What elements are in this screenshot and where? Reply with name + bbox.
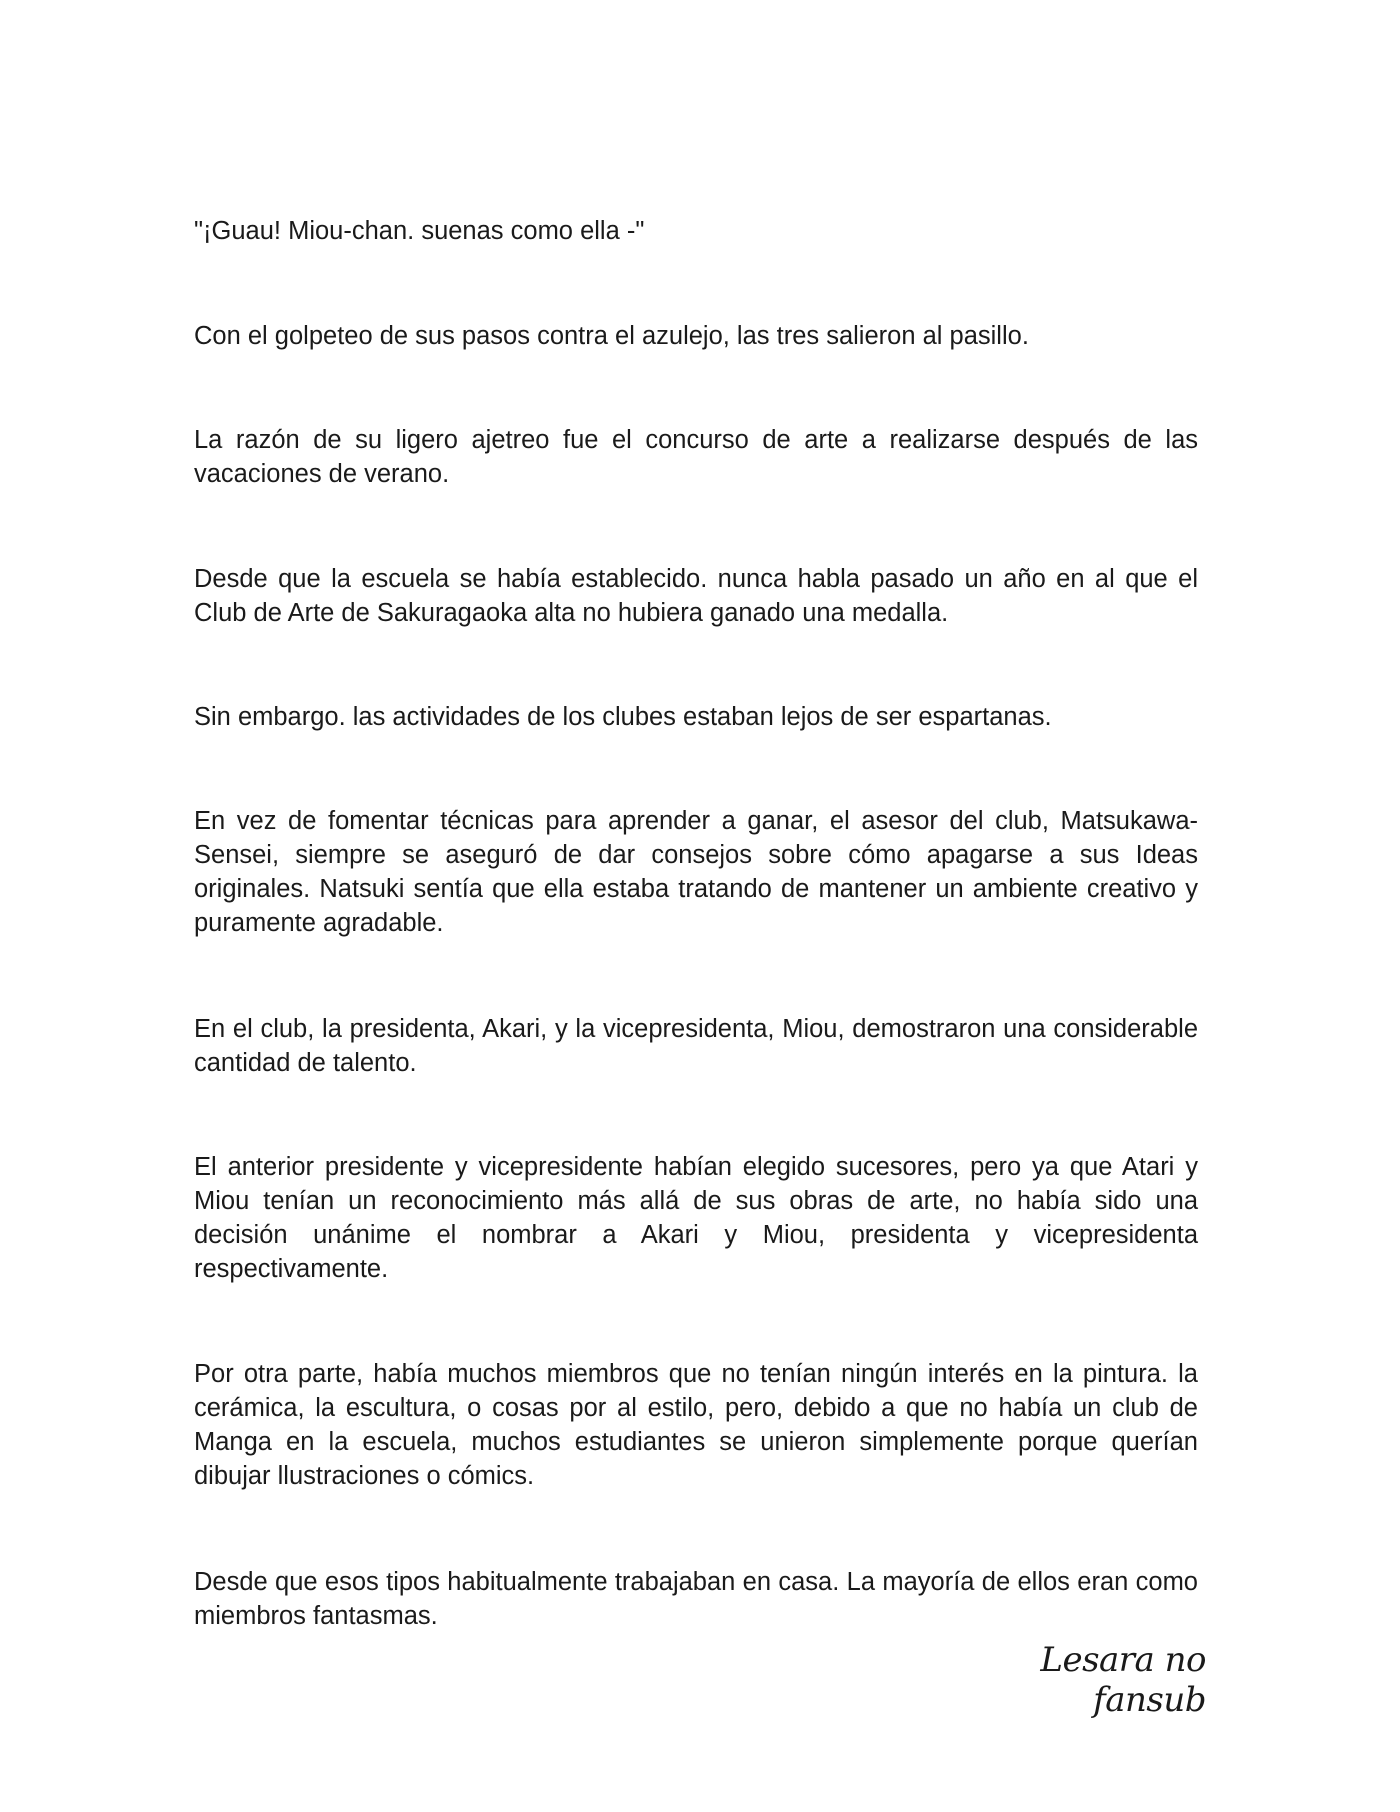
paragraph-7: En el club, la presidenta, Akari, y la vicepresidenta, Miou, demostraron una considerable cantidad de talento. [194,1015,1198,1077]
paragraph-9: Por otra parte, había muchos miembros que no tenían ningún interés en la pintura. la cerámica, la escultura, o cosas por al estilo, pero, debido a que no había un club de Manga en la escuela, muchos estudiantes se unieron simplemente porque querían dibujar llustraciones o cómics. [194,1360,1198,1490]
paragraph-5: Sin embargo. las actividades de los clubes estaban lejos de ser espartanas. [194,703,1052,731]
paragraph-6: En vez de fomentar técnicas para aprender a ganar, el asesor del club, Matsukawa-Sensei, siempre se aseguró de dar consejos sobre cómo apagarse a sus Ideas originales. Natsuki sentía que ella estaba tratando de mantener un ambiente creativo y puramente agradable. [194,807,1198,937]
paragraph-4: Desde que la escuela se había establecido. nunca habla pasado un año en al que el Club de Arte de Sakuragaoka alta no hubiera ganado una medalla. [194,565,1198,627]
paragraph-1: "¡Guau! Miou-chan. suenas como ella -" [194,217,645,245]
paragraph-10: Desde que esos tipos habitualmente trabajaban en casa. La mayoría de ellos eran como miembros fantasmas. [194,1568,1198,1630]
paragraph-3: La razón de su ligero ajetreo fue el concurso de arte a realizarse después de las vacaciones de verano. [194,426,1198,488]
paragraph-8: El anterior presidente y vicepresidente habían elegido sucesores, pero ya que Atari y Miou tenían un reconocimiento más allá de sus obras de arte, no había sido una decisión unánime el nombrar a Akari y Miou, presidenta y vicepresidenta respectivamente. [194,1153,1198,1283]
fansub-signature: Lesara no fansub [1040,1640,1206,1720]
paragraph-2: Con el golpeteo de sus pasos contra el azulejo, las tres salieron al pasillo. [194,322,1029,350]
